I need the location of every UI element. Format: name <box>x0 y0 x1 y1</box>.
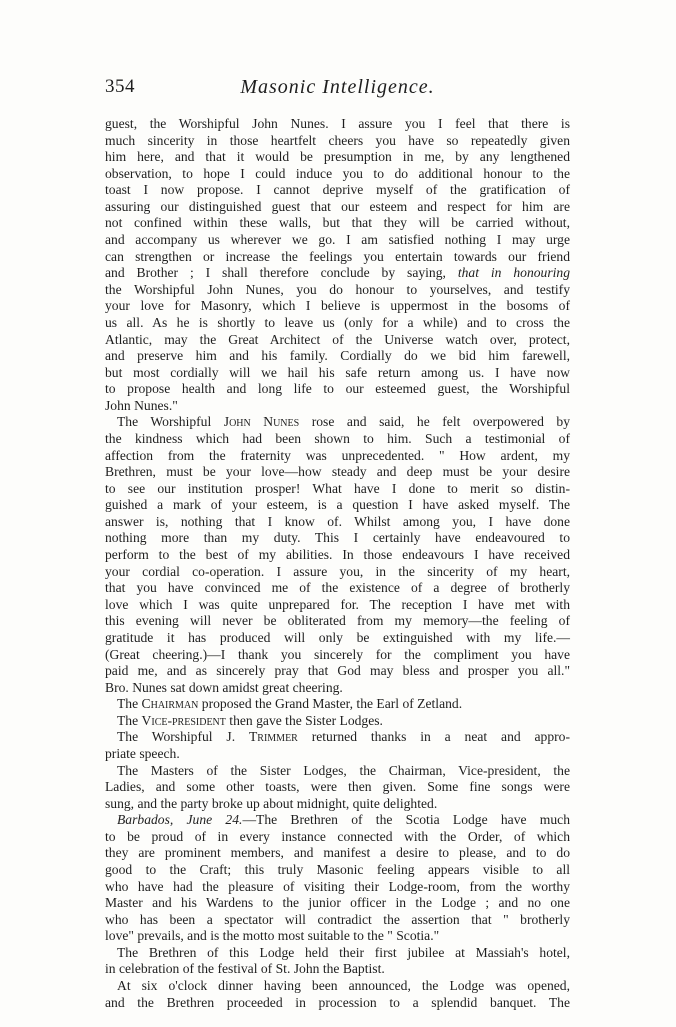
text-line <box>105 978 570 995</box>
text-line <box>105 315 570 332</box>
text-run: your cordial co-operation. I assure you, in the sincerity of my heart, <box>105 563 570 579</box>
text-run: paid me, and as sincerely pray that God may bless and prosper you all." <box>105 663 570 679</box>
body-text <box>105 116 570 1011</box>
text-run: (Great cheering.)—I thank you sincerely for the compliment you have <box>105 646 570 662</box>
text-line <box>105 116 570 133</box>
italic-text: that in honouring <box>457 265 570 281</box>
text-run: this evening will never be obliterated from my memory—the feeling of <box>105 613 570 629</box>
text-run: and the Brethren proceeded in procession to a splendid banquet. The <box>105 994 570 1010</box>
text-line <box>105 414 570 431</box>
text-line <box>105 398 570 415</box>
text-line <box>105 630 570 647</box>
text-run: The Masters of the Sister Lodges, the Chairman, Vice-president, the <box>117 762 570 778</box>
text-run: Atlantic, may the Great Architect of the Universe watch over, protect, <box>105 331 570 347</box>
text-run: who have had the pleasure of visiting their Lodge-room, from the worthy <box>105 878 570 894</box>
text-line <box>105 961 570 978</box>
text-line <box>105 647 570 664</box>
text-run: The Worshipful J. <box>117 729 249 745</box>
text-line <box>105 912 570 929</box>
text-line <box>105 166 570 183</box>
text-run: but most cordially will we hail his safe return among us. I have now <box>105 364 570 380</box>
text-run: Ladies, and some other toasts, were then given. Some fine songs were <box>105 779 570 795</box>
text-run: and Brother ; I shall therefore conclude by saying, <box>105 265 458 281</box>
text-run: that you have convinced me of the existence of a degree of brotherly <box>105 580 570 596</box>
text-line <box>105 448 570 465</box>
text-line <box>105 381 570 398</box>
text-line <box>105 133 570 150</box>
text-line <box>105 514 570 531</box>
text-run: At six o'clock dinner having been announced, the Lodge was opened, <box>117 978 570 994</box>
text-line <box>105 365 570 382</box>
text-run: in celebration of the festival of St. John the Baptist. <box>105 961 385 977</box>
text-run: observation, to hope I could induce you to do additional honour to the <box>105 165 570 181</box>
page-number: 354 <box>105 76 135 97</box>
text-run: proposed the Grand Master, the Earl of Zetland. <box>198 696 463 712</box>
text-line <box>105 829 570 846</box>
text-run: guished a mark of your esteem, is a question I have asked myself. The <box>105 497 570 513</box>
small-caps-name: John Nunes <box>223 414 300 430</box>
text-line <box>105 729 570 746</box>
text-line <box>105 265 570 282</box>
text-line <box>105 680 570 697</box>
text-line <box>105 945 570 962</box>
text-line <box>105 613 570 630</box>
text-run: affection from the fraternity was unprecedented. " How ardent, my <box>105 447 570 463</box>
text-run: Brethren, must be your love—how steady and deep must be your desire <box>105 464 570 480</box>
text-run: Bro. Nunes sat down amidst great cheering. <box>105 679 343 695</box>
text-run: assuring our distinguished guest that our esteem and respect for him are <box>105 198 570 214</box>
text-line <box>105 282 570 299</box>
text-line <box>105 995 570 1012</box>
text-run: not confined within these walls, but that they will be carried without, <box>105 215 570 231</box>
text-line <box>105 547 570 564</box>
text-run: The <box>117 696 142 712</box>
small-caps-name: Vice-president <box>141 712 226 728</box>
page-header <box>105 76 570 100</box>
text-run: love" prevails, and is the motto most suitable to the " Scotia." <box>105 928 440 944</box>
text-run: answer is, nothing that I know of. Whilst among you, I have done <box>105 513 570 529</box>
text-line <box>105 779 570 796</box>
text-line <box>105 597 570 614</box>
text-line <box>105 464 570 481</box>
text-line <box>105 796 570 813</box>
italic-text: Barbados, June 24. <box>117 812 243 828</box>
text-line <box>105 481 570 498</box>
text-line <box>105 746 570 763</box>
text-line <box>105 215 570 232</box>
text-run: John Nunes." <box>105 397 178 413</box>
text-run: and accompany us wherever we go. I am satisfied nothing I may urge <box>105 232 570 248</box>
text-run: to be proud of in every instance connected with the Order, of which <box>105 828 570 844</box>
text-run: us all. As he is shortly to leave us (only for a while) and to cross the <box>105 314 570 330</box>
text-run: to propose health and long life to our esteemed guest, the Worshipful <box>105 381 570 397</box>
text-run: can strengthen or increase the feelings you entertain towards our friend <box>105 248 570 264</box>
text-line <box>105 862 570 879</box>
text-line <box>105 928 570 945</box>
text-line <box>105 845 570 862</box>
text-run: nothing more than my duty. This I certainly have endeavoured to <box>105 530 570 546</box>
text-run: The Brethren of this Lodge held their first jubilee at Massiah's hotel, <box>117 944 570 960</box>
text-run: sung, and the party broke up about midnight, quite delighted. <box>105 795 438 811</box>
text-line <box>105 895 570 912</box>
text-line <box>105 879 570 896</box>
text-line <box>105 763 570 780</box>
text-line <box>105 249 570 266</box>
text-run: the kindness which had been shown to him. Such a testimonial of <box>105 430 570 446</box>
text-run: priate speech. <box>105 745 180 761</box>
text-line <box>105 497 570 514</box>
text-run: your love for Masonry, which I believe is uppermost in the bosoms of <box>105 298 570 314</box>
text-run: much sincerity in those heartfelt cheers you have so repeatedly given <box>105 132 570 148</box>
small-caps-name: Chairman <box>141 696 199 712</box>
text-run: they are prominent members, and manifest a desire to please, and to do <box>105 845 570 861</box>
text-run: Master and his Wardens to the junior officer in the Lodge ; and no one <box>105 895 570 911</box>
text-run: who has been a spectator will contradict the assertion that " brotherly <box>105 911 570 927</box>
text-run: toast I now propose. I cannot deprive myself of the gratification of <box>105 182 570 198</box>
text-line <box>105 530 570 547</box>
text-line <box>105 332 570 349</box>
text-run: rose and said, he felt overpowered by <box>299 414 570 430</box>
text-run: to see our institution prosper! What have I done to merit so distin- <box>105 480 570 496</box>
text-run: —The Brethren of the Scotia Lodge have much <box>242 812 571 828</box>
text-line <box>105 812 570 829</box>
text-line <box>105 199 570 216</box>
text-run: the Worshipful John Nunes, you do honour to yourselves, and testify <box>105 281 570 297</box>
text-line <box>105 149 570 166</box>
text-line <box>105 696 570 713</box>
text-line <box>105 431 570 448</box>
text-run: and preserve him and his family. Cordially do we bid him farewell, <box>105 348 570 364</box>
text-line <box>105 348 570 365</box>
text-run: gratitude it has produced will only be extinguished with my life.— <box>105 629 570 645</box>
text-line <box>105 663 570 680</box>
text-run: him here, and that it would be presumption in me, by any lengthened <box>105 149 570 165</box>
text-run: good to the Craft; this truly Masonic feeling appears visible to all <box>105 862 570 878</box>
text-run: perform to the best of my abilities. In those endeavours I have received <box>105 547 570 563</box>
text-run: The Worshipful <box>117 414 224 430</box>
text-run: love which I was quite unprepared for. The reception I have met with <box>105 596 570 612</box>
text-line <box>105 298 570 315</box>
text-run: then gave the Sister Lodges. <box>225 712 383 728</box>
running-head: Masonic Intelligence. <box>240 76 435 98</box>
text-run: returned thanks in a neat and appro- <box>297 729 570 745</box>
text-run: guest, the Worshipful John Nunes. I assure you I feel that there is <box>105 116 570 131</box>
text-line <box>105 182 570 199</box>
text-run: The <box>117 712 142 728</box>
text-line <box>105 713 570 730</box>
text-line <box>105 232 570 249</box>
small-caps-name: Trimmer <box>248 729 298 745</box>
text-line <box>105 564 570 581</box>
text-line <box>105 580 570 597</box>
